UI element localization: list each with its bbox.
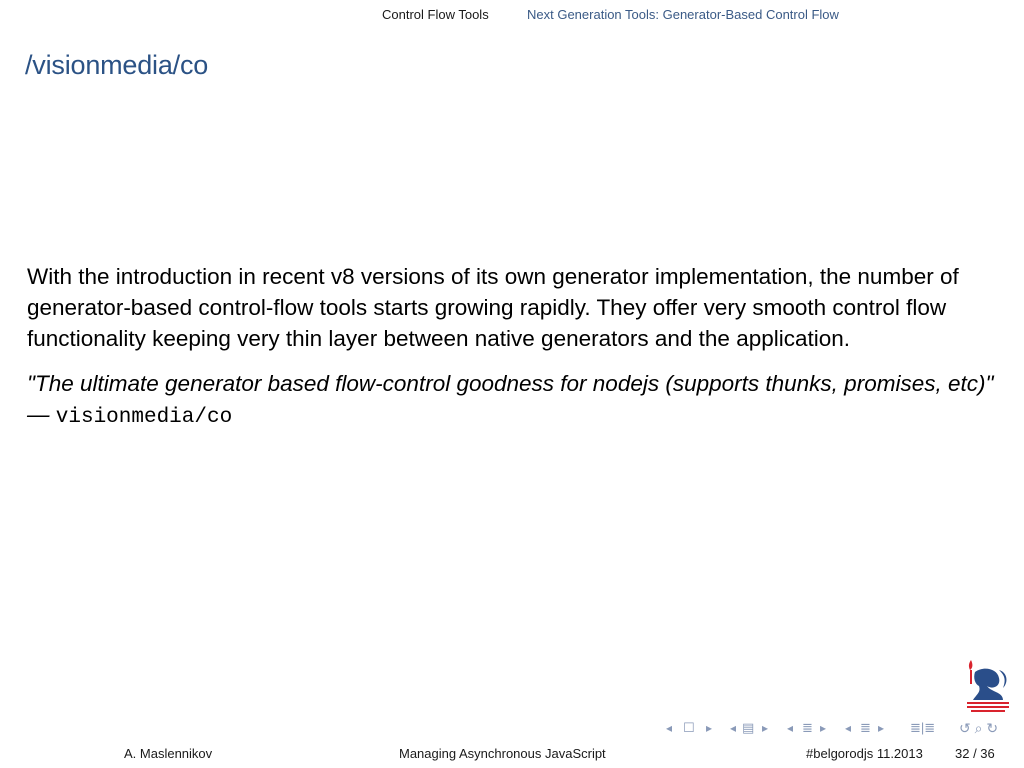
body-paragraph: With the introduction in recent v8 versions of its own generator implementation, the number of generator-based control-flow tools starts growing rapidly. They offer very smooth control flow functionality keeping very thin layer between native generators and the application. [27,264,959,351]
footline [0,746,1024,766]
navigation-symbols [662,718,1022,738]
footer-page-number: 32 / 36 [955,746,995,761]
nav-prev-icon[interactable]: ◂ [845,721,852,735]
nav-next-icon[interactable]: ▸ [762,721,769,735]
nav-appendix-icon[interactable]: ≣|≣ [910,720,936,735]
nav-section-icon[interactable]: ≣ [860,720,871,735]
nav-next-icon[interactable]: ▸ [706,721,713,735]
footer-event[interactable]: #belgorodjs 11.2013 [806,746,923,761]
nav-search-icon[interactable]: ↺ ⌕ ↻ [959,720,999,736]
frame-body [27,261,1007,447]
frame-title: /visionmedia/co [25,50,209,80]
nav-next-icon[interactable]: ▸ [878,721,885,735]
nav-subsection-icon[interactable]: ▤ [742,720,755,735]
quote-source: visionmedia/co [55,406,233,429]
nav-section-icon[interactable]: ≣ [802,720,813,735]
nav-prev-icon[interactable]: ◂ [666,721,673,735]
headline [0,7,1024,25]
footer-title[interactable]: Managing Asynchronous JavaScript [399,746,606,761]
body-quote [27,368,1007,433]
city-emblem-icon [963,656,1013,712]
footer-author[interactable]: A. Maslennikov [124,746,213,761]
nav-prev-icon[interactable]: ◂ [787,721,794,735]
nav-frame-icon[interactable]: ☐ [683,720,695,735]
nav-next-icon[interactable]: ▸ [820,721,827,735]
headline-subsection[interactable]: Next Generation Tools: Generator-Based Control Flow [527,7,839,22]
nav-prev-icon[interactable]: ◂ [730,721,737,735]
quote-text: "The ultimate generator based flow-control goodness for nodejs (supports thunks, promises, etc)" — [27,371,994,427]
headline-section[interactable]: Control Flow Tools [382,7,489,22]
